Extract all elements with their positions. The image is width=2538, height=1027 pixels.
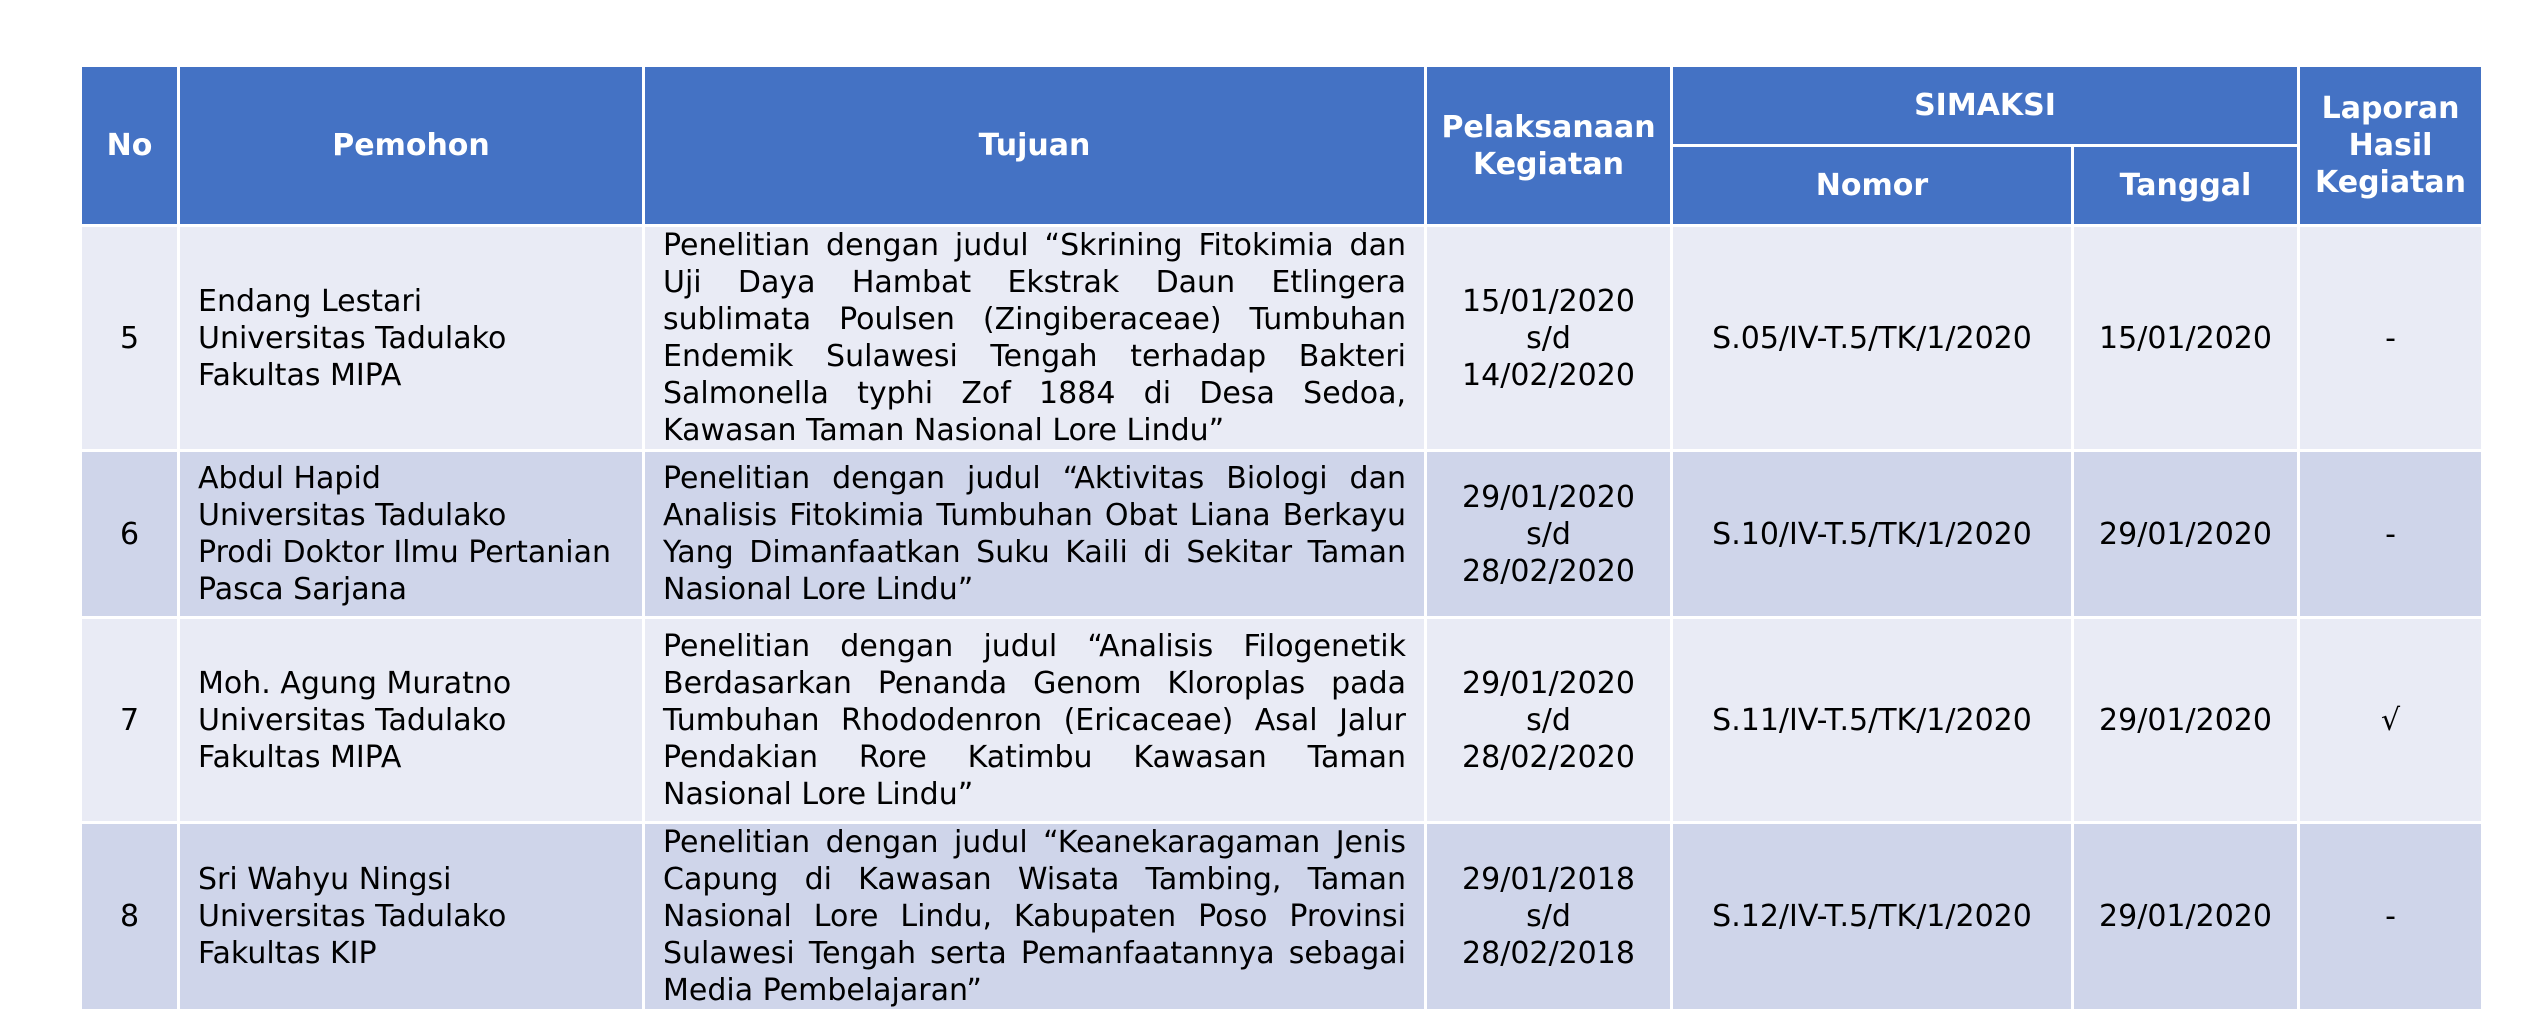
cell-no: 6	[81, 451, 179, 618]
header-tanggal: Tanggal	[2073, 146, 2299, 226]
pelaksanaan-line: 29/01/2018	[1462, 862, 1635, 897]
cell-laporan: √	[2299, 618, 2483, 823]
cell-tanggal: 29/01/2020	[2073, 823, 2299, 1011]
pemohon-line: Endang Lestari	[198, 283, 423, 319]
header-nomor: Nomor	[1672, 146, 2073, 226]
header-laporan-line: Hasil	[2348, 128, 2433, 163]
pelaksanaan-line: s/d	[1526, 516, 1571, 552]
cell-pelaksanaan	[1426, 618, 1672, 823]
pelaksanaan-line: 29/01/2020	[1462, 665, 1635, 701]
cell-laporan: -	[2299, 823, 2483, 1011]
pelaksanaan-line: 28/02/2018	[1462, 936, 1635, 971]
header-laporan	[2299, 66, 2483, 226]
pelaksanaan-line: s/d	[1526, 320, 1571, 356]
pelaksanaan-line: 15/01/2020	[1462, 283, 1635, 319]
cell-laporan: -	[2299, 451, 2483, 618]
header-tujuan: Tujuan	[644, 66, 1426, 226]
cell-nomor: S.05/IV-T.5/TK/1/2020	[1672, 226, 2073, 451]
cell-tujuan: Penelitian dengan judul “Skrining Fitokimia dan Uji Daya Hambat Ekstrak Daun Etlingera sublimata Poulsen (Zingiberaceae) Tumbuhan Endemik Sulawesi Tengah terhadap Bakteri Salmonella typhi Zof 1884 di Desa Sedoa, Kawasan Taman Nasional Lore Lindu”	[644, 226, 1426, 451]
pemohon-line: Pasca Sarjana	[198, 572, 408, 607]
header-pemohon: Pemohon	[179, 66, 644, 226]
cell-pelaksanaan	[1426, 823, 1672, 1011]
header-no: No	[81, 66, 179, 226]
cell-pelaksanaan	[1426, 226, 1672, 451]
cell-no: 8	[81, 823, 179, 1011]
pemohon-line: Fakultas KIP	[198, 936, 377, 971]
pelaksanaan-line: 28/02/2020	[1462, 739, 1635, 775]
table-row	[81, 451, 2483, 618]
cell-laporan: -	[2299, 226, 2483, 451]
cell-pemohon	[179, 451, 644, 618]
table-row	[81, 226, 2483, 451]
pelaksanaan-line: s/d	[1526, 899, 1571, 934]
cell-tujuan: Penelitian dengan judul “Keanekaragaman Jenis Capung di Kawasan Wisata Tambing, Taman Nasional Lore Lindu, Kabupaten Poso Provinsi Sulawesi Tengah serta Pemanfaatannya sebagai Media Pembelajaran”	[644, 823, 1426, 1011]
pemohon-line: Fakultas MIPA	[198, 739, 402, 775]
pelaksanaan-line: 14/02/2020	[1462, 357, 1635, 393]
permit-table	[79, 64, 2484, 1012]
pemohon-line: Universitas Tadulako	[198, 702, 507, 738]
pemohon-line: Prodi Doktor Ilmu Pertanian	[198, 535, 611, 570]
cell-pelaksanaan	[1426, 451, 1672, 618]
cell-nomor: S.12/IV-T.5/TK/1/2020	[1672, 823, 2073, 1011]
header-simaksi: SIMAKSI	[1672, 66, 2299, 146]
cell-no: 7	[81, 618, 179, 823]
pemohon-line: Abdul Hapid	[198, 461, 381, 496]
cell-pemohon	[179, 618, 644, 823]
table-row	[81, 618, 2483, 823]
cell-tanggal: 29/01/2020	[2073, 618, 2299, 823]
header-pelaksanaan	[1426, 66, 1672, 226]
pemohon-line: Fakultas MIPA	[198, 357, 402, 393]
pelaksanaan-line: 28/02/2020	[1462, 553, 1635, 589]
cell-tujuan: Penelitian dengan judul “Aktivitas Biologi dan Analisis Fitokimia Tumbuhan Obat Liana Berkayu Yang Dimanfaatkan Suku Kaili di Sekitar Taman Nasional Lore Lindu”	[644, 451, 1426, 618]
pemohon-line: Universitas Tadulako	[198, 498, 507, 533]
pemohon-line: Sri Wahyu Ningsi	[198, 862, 452, 897]
cell-pemohon	[179, 823, 644, 1011]
pelaksanaan-line: s/d	[1526, 702, 1571, 738]
cell-tujuan: Penelitian dengan judul “Analisis Filogenetik Berdasarkan Penanda Genom Kloroplas pada Tumbuhan Rhododenron (Ericaceae) Asal Jalur Pendakian Rore Katimbu Kawasan Taman Nasional Lore Lindu”	[644, 618, 1426, 823]
header-pelaksanaan-line: Pelaksanaan	[1441, 109, 1656, 145]
cell-pemohon	[179, 226, 644, 451]
cell-nomor: S.10/IV-T.5/TK/1/2020	[1672, 451, 2073, 618]
pemohon-line: Universitas Tadulako	[198, 320, 507, 356]
pemohon-line: Moh. Agung Muratno	[198, 665, 512, 701]
cell-tanggal: 29/01/2020	[2073, 451, 2299, 618]
header-laporan-line: Laporan	[2321, 91, 2460, 126]
header-pelaksanaan-line: Kegiatan	[1472, 146, 1624, 182]
pelaksanaan-line: 29/01/2020	[1462, 479, 1635, 515]
cell-tanggal: 15/01/2020	[2073, 226, 2299, 451]
pemohon-line: Universitas Tadulako	[198, 899, 507, 934]
table-row	[81, 823, 2483, 1011]
cell-no: 5	[81, 226, 179, 451]
cell-nomor: S.11/IV-T.5/TK/1/2020	[1672, 618, 2073, 823]
header-laporan-line: Kegiatan	[2315, 165, 2467, 200]
